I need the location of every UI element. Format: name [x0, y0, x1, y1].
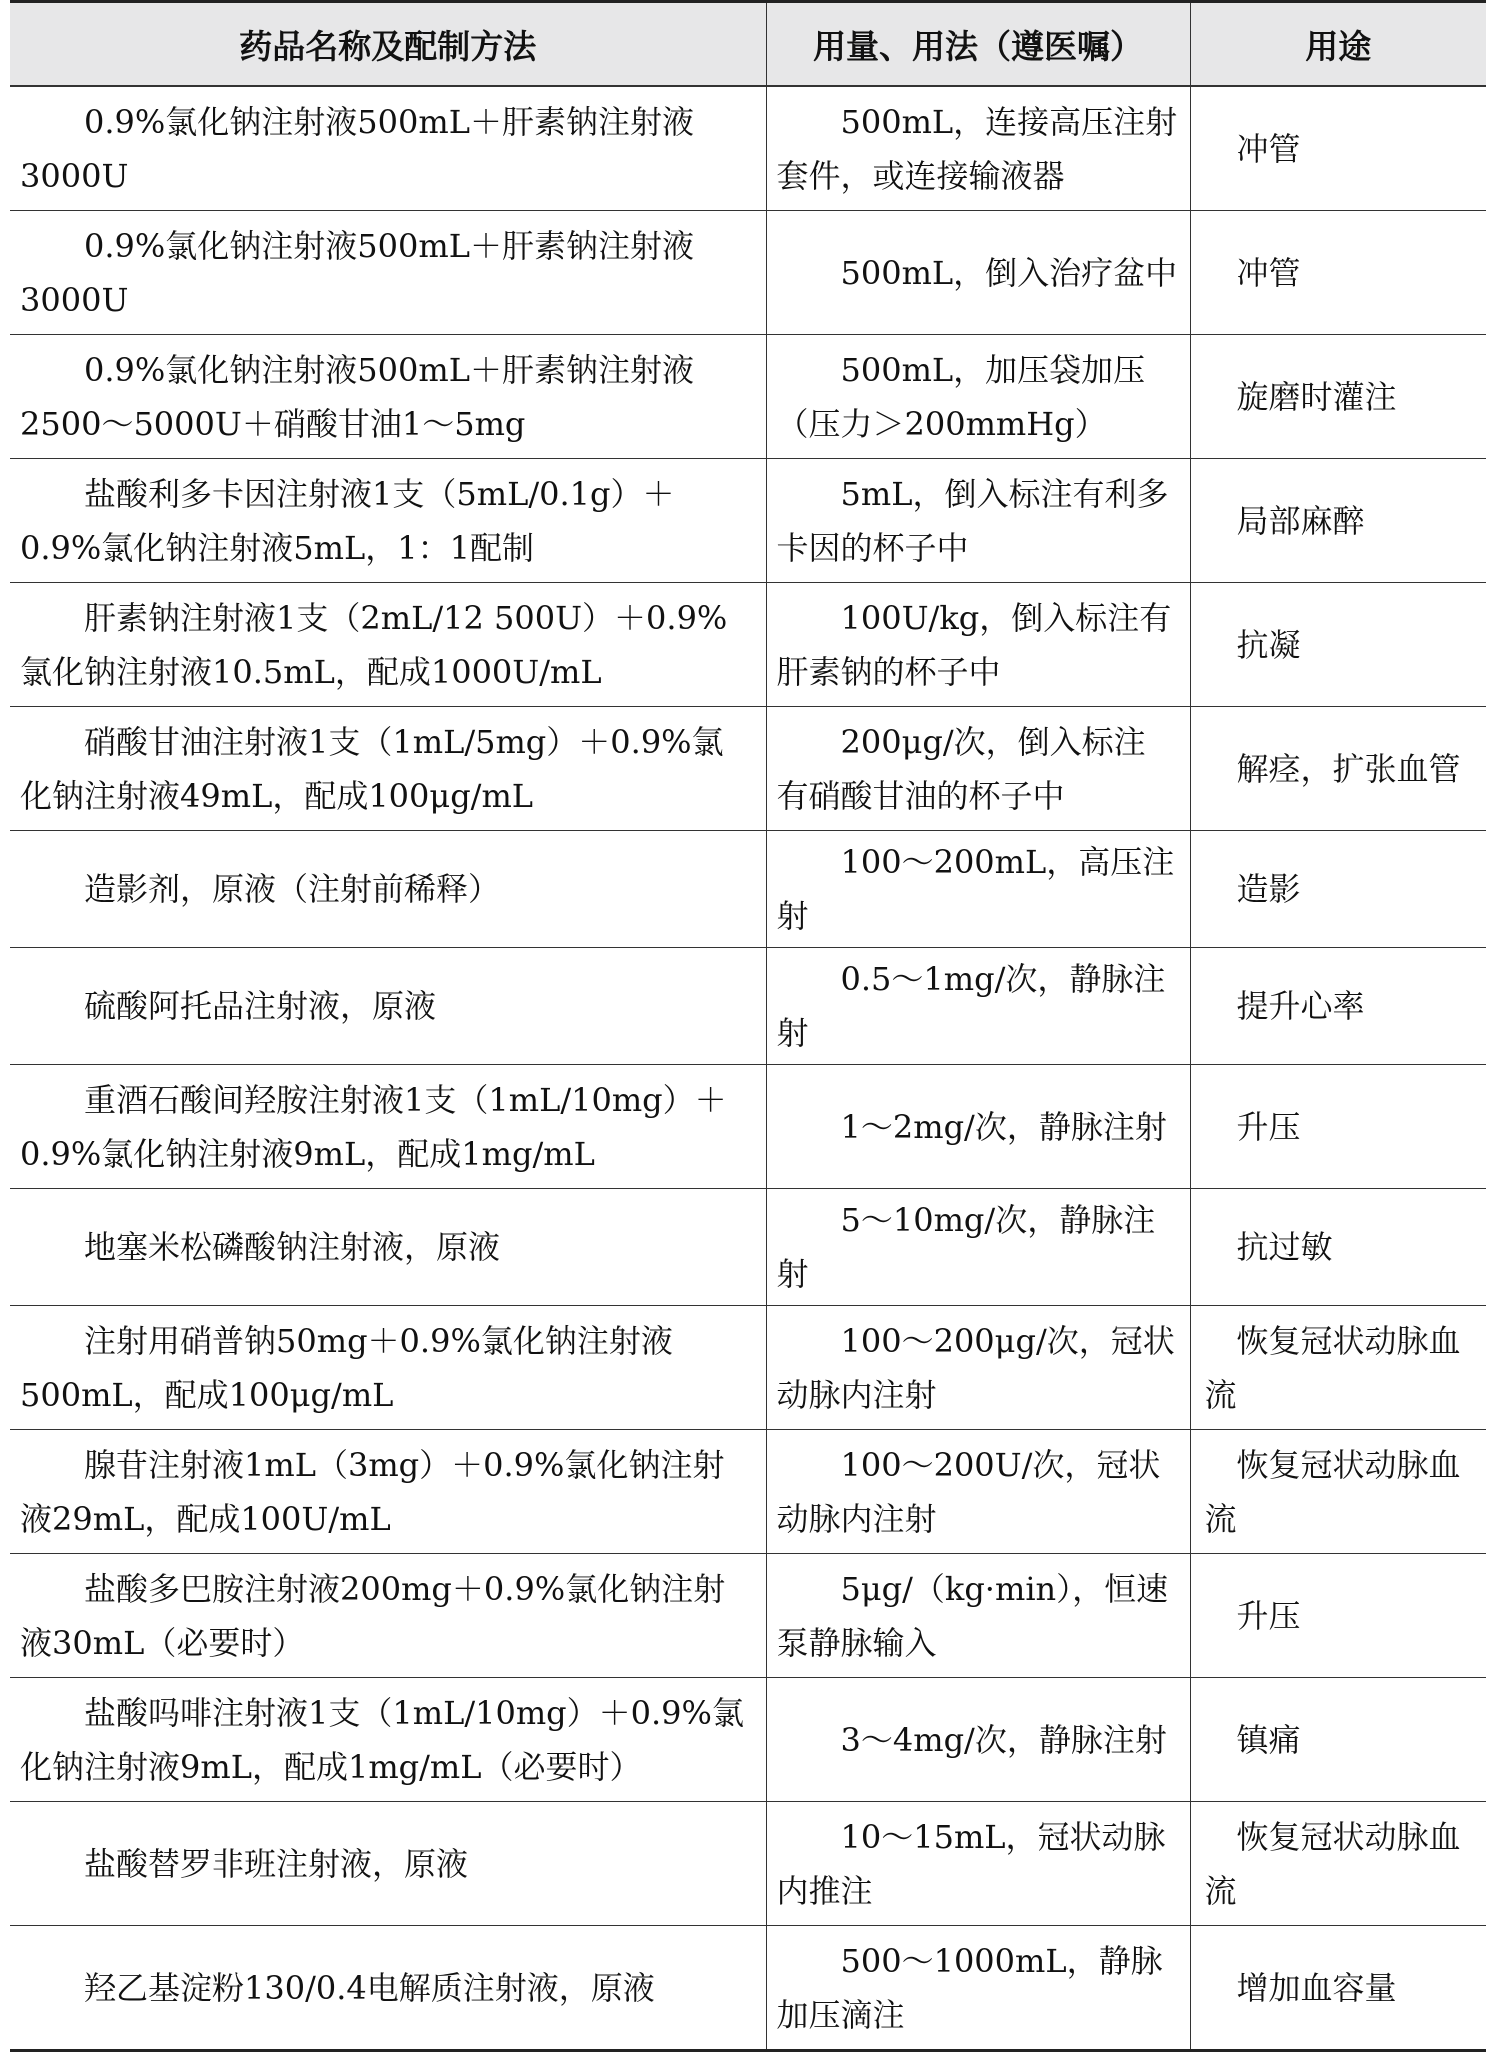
- usage-text: 5mL，倒入标注有利多卡因的杯子中: [776, 474, 1169, 567]
- usage-cell: [766, 1430, 1190, 1554]
- drug-name-text: 0.9%氯化钠注射液500mL＋肝素钠注射液3000U: [20, 226, 694, 319]
- drug-table: [10, 0, 1486, 2052]
- usage-cell: [766, 1802, 1190, 1926]
- usage-text: 500mL，连接高压注射套件，或连接输液器: [776, 102, 1178, 195]
- drug-name-cell: [10, 1189, 766, 1306]
- table-row: [10, 1306, 1486, 1430]
- purpose-text: 抗过敏: [1236, 1228, 1333, 1266]
- usage-text: 100U/kg，倒入标注有肝素钠的杯子中: [776, 598, 1172, 691]
- table-row: [10, 1802, 1486, 1926]
- table-row: [10, 1065, 1486, 1189]
- purpose-text: 抗凝: [1236, 625, 1301, 664]
- drug-name-cell: [10, 1802, 766, 1926]
- drug-name-cell: [10, 831, 766, 948]
- table-row: [10, 707, 1486, 831]
- usage-cell: [766, 583, 1190, 707]
- table-row: [10, 831, 1486, 948]
- purpose-cell: [1190, 1678, 1486, 1802]
- header-purpose: 用途: [1190, 2, 1486, 87]
- table-row: [10, 86, 1486, 211]
- table-row: [10, 1430, 1486, 1554]
- drug-name-text: 盐酸吗啡注射液1支（1mL/10mg）＋0.9%氯化钠注射液9mL，配成1mg/mL（必要时）: [20, 1693, 744, 1786]
- usage-cell: [766, 1554, 1190, 1678]
- purpose-text: 解痉，扩张血管: [1236, 749, 1461, 788]
- usage-cell: [766, 335, 1190, 459]
- usage-cell: [766, 1678, 1190, 1802]
- purpose-cell: [1190, 707, 1486, 831]
- purpose-text: 冲管: [1236, 253, 1301, 292]
- purpose-text: 恢复冠状动脉血流: [1204, 1321, 1461, 1414]
- purpose-text: 冲管: [1236, 129, 1301, 168]
- usage-text: 100～200mL，高压注射: [776, 843, 1175, 935]
- purpose-text: 造影: [1236, 870, 1301, 908]
- drug-name-text: 腺苷注射液1mL（3mg）＋0.9%氯化钠注射液29mL，配成100U/mL: [20, 1445, 725, 1538]
- purpose-text: 局部麻醉: [1236, 501, 1365, 540]
- usage-text: 200μg/次，倒入标注有硝酸甘油的杯子中: [776, 722, 1146, 815]
- purpose-text: 旋磨时灌注: [1236, 377, 1397, 416]
- drug-name-cell: [10, 1065, 766, 1189]
- purpose-text: 恢复冠状动脉血流: [1204, 1817, 1461, 1910]
- usage-text: 500mL，加压袋加压（压力＞200mmHg）: [776, 350, 1146, 443]
- drug-name-cell: [10, 1554, 766, 1678]
- header-drug-name: 药品名称及配制方法: [10, 2, 766, 87]
- usage-text: 100～200U/次，冠状动脉内注射: [776, 1445, 1161, 1538]
- purpose-cell: [1190, 1189, 1486, 1306]
- drug-name-text: 0.9%氯化钠注射液500mL＋肝素钠注射液3000U: [20, 102, 694, 195]
- table-header-row: [10, 2, 1486, 87]
- usage-text: 1～2mg/次，静脉注射: [840, 1107, 1167, 1146]
- purpose-cell: [1190, 583, 1486, 707]
- usage-text: 500mL，倒入治疗盆中: [840, 253, 1178, 292]
- usage-text: 3～4mg/次，静脉注射: [840, 1720, 1167, 1759]
- drug-name-text: 羟乙基淀粉130/0.4电解质注射液，原液: [84, 1968, 655, 2007]
- drug-name-cell: [10, 1926, 766, 2051]
- purpose-text: 提升心率: [1236, 987, 1365, 1025]
- purpose-cell: [1190, 1065, 1486, 1189]
- drug-name-text: 注射用硝普钠50mg＋0.9%氯化钠注射液500mL，配成100μg/mL: [20, 1321, 673, 1414]
- drug-name-text: 盐酸利多卡因注射液1支（5mL/0.1g）＋0.9%氯化钠注射液5mL，1：1配制: [20, 474, 675, 567]
- header-usage: 用量、用法（遵医嘱）: [766, 2, 1190, 87]
- drug-name-cell: [10, 1430, 766, 1554]
- drug-name-text: 肝素钠注射液1支（2mL/12 500U）＋0.9%氯化钠注射液10.5mL，配成1000U/mL: [20, 598, 728, 691]
- purpose-text: 增加血容量: [1236, 1968, 1397, 2007]
- drug-name-cell: [10, 948, 766, 1065]
- purpose-cell: [1190, 335, 1486, 459]
- table-row: [10, 1926, 1486, 2051]
- usage-text: 100～200μg/次，冠状动脉内注射: [776, 1321, 1175, 1414]
- drug-name-text: 硫酸阿托品注射液，原液: [84, 987, 437, 1025]
- table-row: [10, 583, 1486, 707]
- purpose-cell: [1190, 86, 1486, 211]
- purpose-cell: [1190, 1802, 1486, 1926]
- usage-cell: [766, 211, 1190, 335]
- purpose-cell: [1190, 831, 1486, 948]
- usage-cell: [766, 86, 1190, 211]
- usage-cell: [766, 459, 1190, 583]
- table-row: [10, 948, 1486, 1065]
- usage-cell: [766, 1189, 1190, 1306]
- table-row: [10, 335, 1486, 459]
- drug-name-cell: [10, 86, 766, 211]
- drug-name-text: 地塞米松磷酸钠注射液，原液: [84, 1228, 501, 1266]
- drug-name-text: 硝酸甘油注射液1支（1mL/5mg）＋0.9%氯化钠注射液49mL，配成100μg/mL: [20, 722, 724, 815]
- drug-name-text: 造影剂，原液（注射前稀释）: [84, 870, 501, 908]
- usage-text: 500～1000mL，静脉加压滴注: [776, 1941, 1163, 2034]
- table-row: [10, 459, 1486, 583]
- drug-name-cell: [10, 707, 766, 831]
- drug-name-cell: [10, 1678, 766, 1802]
- usage-text: 0.5～1mg/次，静脉注射: [776, 960, 1166, 1052]
- drug-name-text: 盐酸替罗非班注射液，原液: [84, 1844, 469, 1883]
- usage-text: 10～15mL，冠状动脉内推注: [776, 1817, 1166, 1910]
- table-row: [10, 1189, 1486, 1306]
- usage-cell: [766, 1926, 1190, 2051]
- drug-name-text: 重酒石酸间羟胺注射液1支（1mL/10mg）＋0.9%氯化钠注射液9mL，配成1mg/mL: [20, 1080, 727, 1173]
- purpose-text: 恢复冠状动脉血流: [1204, 1445, 1461, 1538]
- usage-text: 5μg/（kg·min），恒速泵静脉输入: [776, 1569, 1169, 1662]
- drug-name-cell: [10, 1306, 766, 1430]
- drug-name-cell: [10, 211, 766, 335]
- usage-cell: [766, 831, 1190, 948]
- purpose-cell: [1190, 1430, 1486, 1554]
- purpose-cell: [1190, 459, 1486, 583]
- usage-text: 5～10mg/次，静脉注射: [776, 1201, 1156, 1293]
- drug-name-text: 0.9%氯化钠注射液500mL＋肝素钠注射液2500～5000U＋硝酸甘油1～5mg: [20, 350, 694, 443]
- table-row: [10, 211, 1486, 335]
- drug-name-cell: [10, 335, 766, 459]
- purpose-cell: [1190, 211, 1486, 335]
- drug-name-text: 盐酸多巴胺注射液200mg＋0.9%氯化钠注射液30mL（必要时）: [20, 1569, 726, 1662]
- purpose-cell: [1190, 948, 1486, 1065]
- purpose-text: 镇痛: [1236, 1720, 1301, 1759]
- drug-name-cell: [10, 583, 766, 707]
- purpose-cell: [1190, 1554, 1486, 1678]
- usage-cell: [766, 948, 1190, 1065]
- drug-name-cell: [10, 459, 766, 583]
- purpose-cell: [1190, 1306, 1486, 1430]
- purpose-text: 升压: [1236, 1107, 1301, 1146]
- usage-cell: [766, 1065, 1190, 1189]
- usage-cell: [766, 707, 1190, 831]
- table-row: [10, 1678, 1486, 1802]
- purpose-text: 升压: [1236, 1596, 1301, 1635]
- purpose-cell: [1190, 1926, 1486, 2051]
- usage-cell: [766, 1306, 1190, 1430]
- table-row: [10, 1554, 1486, 1678]
